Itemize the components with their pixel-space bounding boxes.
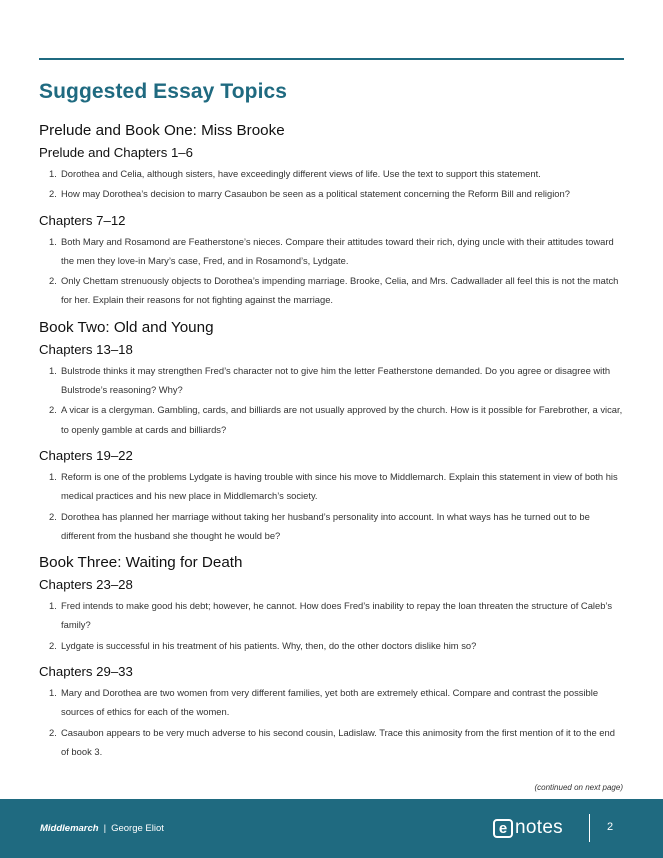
question-item [39,164,625,183]
question-text: Mary and Dorothea are two women from very different families, yet both are extremely ethical. Compare and contrast the possible sources of ethics for each of the women. [61,687,599,718]
book-title: Prelude and Book One: Miss Brooke [39,122,285,139]
question-number: 2. [49,726,57,738]
section-title: Prelude and Chapters 1–6 [39,145,193,160]
question-text: Lydgate is successful in his treatment of his patients. Why, then, do the other doctors dislike him so? [61,639,477,651]
question-number: 1. [49,687,57,699]
book-block [39,319,625,545]
question-text: A vicar is a clergyman. Gambling, cards, and billiards are not usually approved by the church. How is it possible for Farebrother, a vicar, to openly gamble at cards and billiards? [61,404,623,435]
question-list [39,467,625,545]
question-list [39,164,625,204]
question-number: 2. [49,188,57,200]
footer-citation [40,823,164,834]
question-text: Reform is one of the problems Lydgate is having trouble with since his move to Middlemarch. Explain this statement in view of both his medical practices and his new place in Middlemarch’s society. [61,470,618,502]
question-number: 1. [49,364,57,376]
chapter-section [39,145,625,204]
question-item [39,596,625,635]
question-item [39,683,625,722]
question-item [39,467,625,506]
enotes-logo [493,817,563,839]
chapter-section [39,577,625,655]
footer [0,799,663,858]
section-title: Chapters 29–33 [39,664,133,680]
question-text: Casaubon appears to be very much adverse to his second cousin, Ladislaw. Trace this animosity from the first mention of it to the end of book 3. [61,726,615,757]
logo-text: notes [515,817,563,838]
page-title: Suggested Essay Topics [39,80,288,103]
question-item [39,232,625,271]
chapter-section [39,213,625,310]
question-item [39,271,625,310]
chapter-section [39,448,625,545]
section-title: Chapters 7–12 [39,212,126,228]
question-list [39,361,625,439]
main-content [39,80,625,770]
question-text: Both Mary and Rosamond are Featherstone’s nieces. Compare their attitudes toward their rich, dying uncle with their attitudes toward the men they love-in Mary’s case, Fred, and in Rosamond’s, Lydgate. [61,235,614,266]
question-number: 1. [49,168,57,179]
section-title: Chapters 19–22 [39,447,133,463]
section-title: Chapters 13–18 [39,341,133,357]
logo-e-icon: e [493,819,513,838]
question-item [39,400,625,439]
footer-book-name: Middlemarch [40,823,99,834]
question-number: 2. [49,510,57,522]
question-list [39,683,625,761]
footer-divider [589,814,590,842]
question-number: 2. [49,404,57,416]
question-text: How may Dorothea’s decision to marry Casaubon be seen as a political statement concerning the Reform Bill and religion? [61,188,570,200]
question-number: 1. [49,600,57,612]
book-title: Book Two: Old and Young [39,318,214,336]
book-title: Book Three: Waiting for Death [39,554,243,572]
books-container [39,122,625,761]
footer-separator: | [103,823,107,834]
question-list [39,232,625,310]
section-title: Chapters 23–28 [39,577,133,593]
question-text: Only Chettam strenuously objects to Dorothea’s impending marriage. Brooke, Celia, and Mrs. Cadwallader all feel this is not the match for her. Explain their reasons for not fighting against the marriage. [61,275,619,306]
chapter-section [39,664,625,761]
question-item [39,184,625,203]
book-block [39,122,625,310]
question-item [39,361,625,400]
question-item [39,723,625,762]
continued-note: (continued on next page) [534,783,623,792]
book-block [39,554,625,761]
page-number: 2 [607,821,614,833]
question-item [39,636,625,655]
question-text: Dorothea has planned her marriage without taking her husband’s personality into account. In what ways has he turned out to be different from the husband she thought he would be? [61,510,590,541]
question-text: Fred intends to make good his debt; however, he cannot. How does Fred’s inability to repay the loan threaten the structure of Caleb’s family? [61,600,613,631]
chapter-section [39,342,625,439]
top-rule [39,58,624,60]
footer-author: George Eliot [111,823,164,834]
question-text: Dorothea and Celia, although sisters, have exceedingly different views of life. Use the text to support this statement. [61,168,541,179]
question-number: 1. [49,235,57,247]
question-number: 2. [49,275,57,287]
question-item [39,507,625,546]
question-number: 1. [49,470,57,482]
question-number: 2. [49,639,57,651]
question-list [39,596,625,655]
question-text: Bulstrode thinks it may strengthen Fred’s character not to give him the letter Featherstone demanded. Do you agree or disagree with Bulstrode’s reasoning? Why? [61,364,611,396]
